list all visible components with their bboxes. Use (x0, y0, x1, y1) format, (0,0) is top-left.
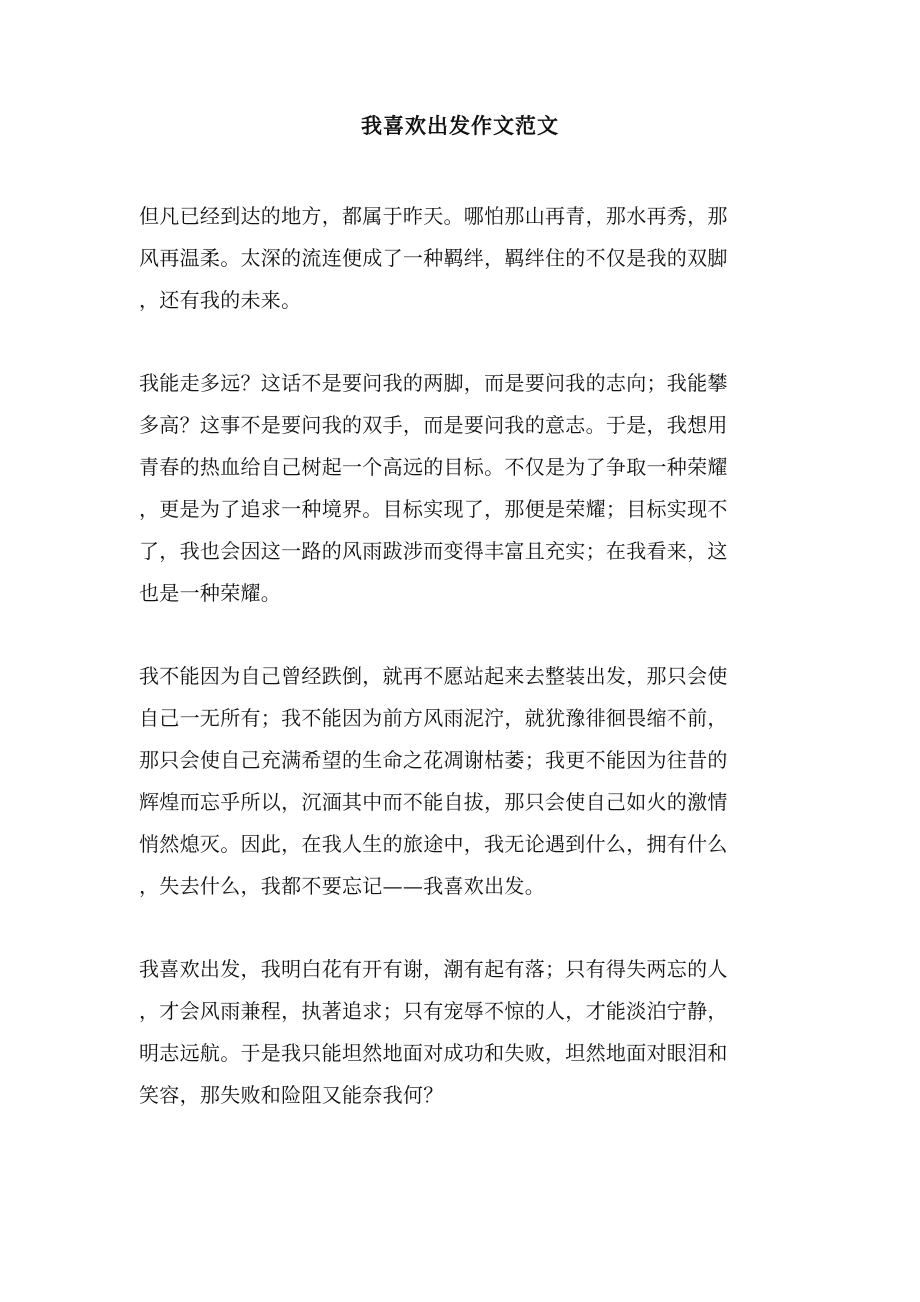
text-line: 多高？这事不是要问我的双手，而是要问我的意志。于是，我想用 (139, 413, 728, 437)
paragraph-2 (139, 362, 767, 614)
text-line: 那只会使自己充满希望的生命之花凋谢枯萎；我更不能因为往昔的 (139, 748, 728, 772)
text-line: 辉煌而忘乎所以，沉湎其中而不能自拔，那只会使自己如火的激情 (139, 790, 728, 814)
text-line: 我不能因为自己曾经跌倒，就再不愿站起来去整装出发，那只会使 (139, 664, 728, 688)
paragraph-1 (139, 195, 767, 321)
text-line: ，失去什么，我都不要忘记——我喜欢出发。 (139, 874, 545, 898)
text-line: ，更是为了追求一种境界。目标实现了，那便是荣耀；目标实现不 (139, 497, 728, 521)
text-line: 了，我也会因这一路的风雨跋涉而变得丰富且充实；在我看来，这 (139, 539, 728, 563)
document-title: 我喜欢出发作文范文 (361, 113, 559, 138)
text-line: 青春的热血给自己树起一个高远的目标。不仅是为了争取一种荣耀 (139, 455, 728, 479)
text-line: 我喜欢出发，我明白花有开有谢，潮有起有落；只有得失两忘的人 (139, 957, 728, 981)
text-line: 悄然熄灭。因此，在我人生的旅途中，我无论遇到什么，拥有什么 (139, 832, 728, 856)
text-line: ，才会风雨兼程，执著追求；只有宠辱不惊的人，才能淡泊宁静， (139, 999, 728, 1023)
text-line: 但凡已经到达的地方，都属于昨天。哪怕那山再青，那水再秀，那 (139, 204, 728, 228)
text-line: 自己一无所有；我不能因为前方风雨泥泞，就犹豫徘徊畏缩不前， (139, 706, 728, 730)
text-line: ，还有我的未来。 (139, 288, 302, 312)
text-line: 笑容，那失败和险阻又能奈我何？ (139, 1083, 444, 1107)
paragraph-3 (139, 655, 767, 907)
text-line: 我能走多远？这话不是要问我的两脚，而是要问我的志向；我能攀 (139, 371, 728, 395)
text-line: 风再温柔。太深的流连便成了一种羁绊，羁绊住的不仅是我的双脚 (139, 246, 728, 270)
article-body (139, 195, 767, 1157)
paragraph-4 (139, 948, 767, 1116)
text-line: 明志远航。于是我只能坦然地面对成功和失败，坦然地面对眼泪和 (139, 1041, 728, 1065)
text-line: 也是一种荣耀。 (139, 581, 282, 605)
